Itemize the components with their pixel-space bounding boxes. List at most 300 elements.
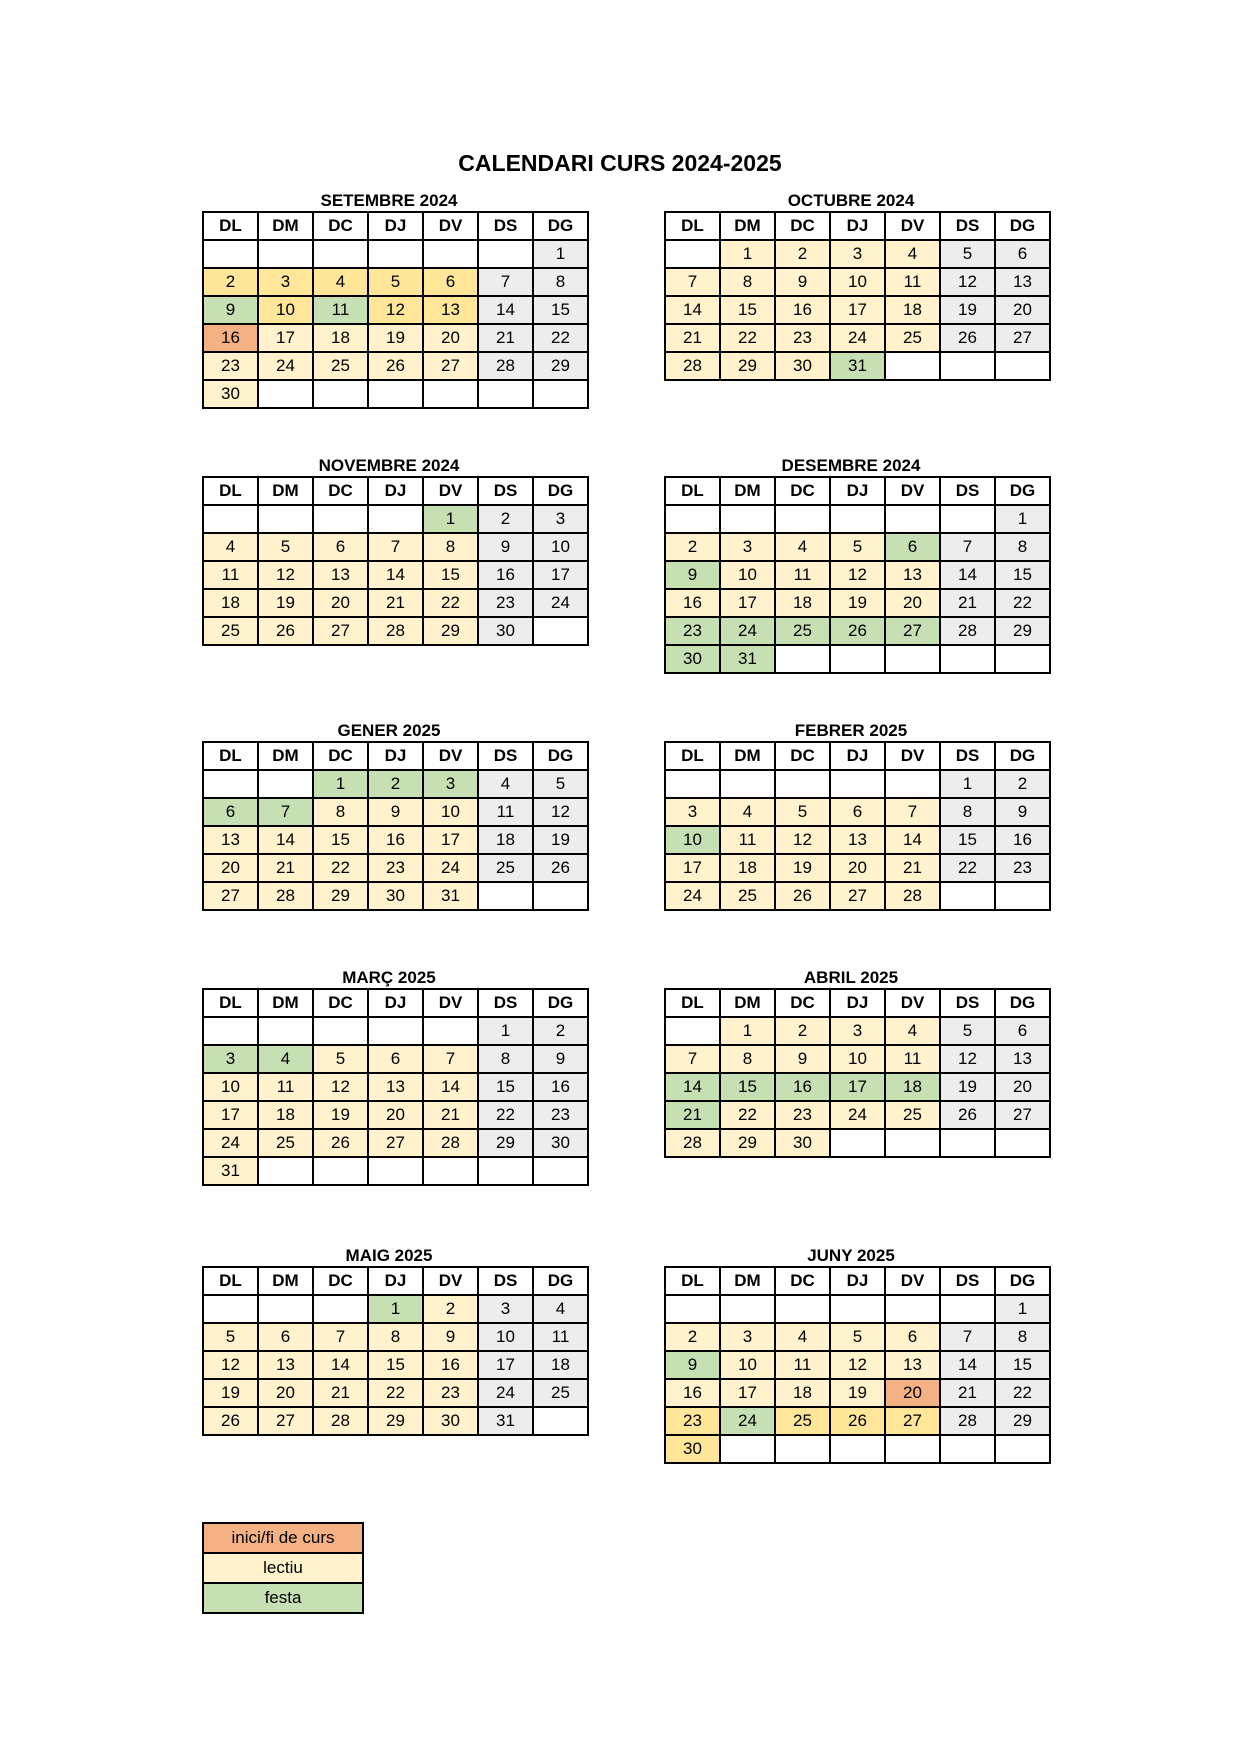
day-cell: 24 — [203, 1129, 258, 1157]
day-cell: 4 — [885, 1017, 940, 1045]
empty-cell — [258, 1017, 313, 1045]
day-cell: 14 — [940, 561, 995, 589]
weekday-header: DV — [885, 989, 940, 1017]
day-cell: 15 — [940, 826, 995, 854]
day-cell: 11 — [885, 1045, 940, 1073]
week-row — [665, 798, 1050, 826]
day-cell: 9 — [423, 1323, 478, 1351]
empty-cell — [885, 1295, 940, 1323]
month-title: FEBRER 2025 — [794, 721, 908, 740]
day-cell: 5 — [258, 533, 313, 561]
day-cell: 5 — [830, 533, 885, 561]
day-cell: 22 — [533, 324, 588, 352]
day-cell: 5 — [368, 268, 423, 296]
day-cell: 23 — [423, 1379, 478, 1407]
empty-cell — [940, 352, 995, 380]
empty-cell — [665, 770, 720, 798]
day-cell: 29 — [720, 352, 775, 380]
legend-row-holiday — [203, 1583, 363, 1613]
weekday-header: DJ — [368, 477, 423, 505]
empty-cell — [368, 380, 423, 408]
day-cell: 12 — [313, 1073, 368, 1101]
day-cell: 30 — [533, 1129, 588, 1157]
day-cell: 2 — [478, 505, 533, 533]
day-cell: 18 — [258, 1101, 313, 1129]
month-table — [664, 741, 1051, 911]
week-row — [203, 1157, 588, 1185]
week-row — [665, 1073, 1050, 1101]
day-cell: 2 — [533, 1017, 588, 1045]
day-cell: 13 — [258, 1351, 313, 1379]
week-row — [665, 1435, 1050, 1463]
day-cell: 27 — [258, 1407, 313, 1435]
day-cell: 9 — [775, 1045, 830, 1073]
day-cell: 29 — [995, 617, 1050, 645]
empty-cell — [368, 505, 423, 533]
weekday-header: DS — [940, 477, 995, 505]
weekday-header: DL — [203, 989, 258, 1017]
day-cell: 10 — [203, 1073, 258, 1101]
day-cell: 24 — [720, 617, 775, 645]
weekday-header-row — [665, 989, 1050, 1017]
day-cell: 17 — [423, 826, 478, 854]
empty-cell — [885, 505, 940, 533]
month-calendar — [202, 190, 576, 409]
day-cell: 23 — [368, 854, 423, 882]
day-cell: 31 — [830, 352, 885, 380]
weekday-header-row — [203, 989, 588, 1017]
weekday-header: DG — [995, 1267, 1050, 1295]
day-cell: 6 — [885, 1323, 940, 1351]
day-cell: 18 — [533, 1351, 588, 1379]
day-cell: 30 — [775, 1129, 830, 1157]
weekday-header: DJ — [830, 212, 885, 240]
day-cell: 13 — [423, 296, 478, 324]
weekday-header: DV — [423, 989, 478, 1017]
weekday-header: DM — [258, 477, 313, 505]
empty-cell — [203, 1017, 258, 1045]
empty-cell — [665, 505, 720, 533]
week-row — [203, 533, 588, 561]
weekday-header: DL — [665, 212, 720, 240]
day-cell: 20 — [203, 854, 258, 882]
week-row — [665, 1323, 1050, 1351]
month-title: ABRIL 2025 — [803, 968, 899, 987]
week-row — [665, 1379, 1050, 1407]
weekday-header-row — [203, 212, 588, 240]
day-cell: 3 — [203, 1045, 258, 1073]
month-title: NOVEMBRE 2024 — [318, 456, 460, 475]
day-cell: 24 — [830, 1101, 885, 1129]
day-cell: 27 — [368, 1129, 423, 1157]
day-cell: 23 — [775, 324, 830, 352]
day-cell: 10 — [258, 296, 313, 324]
weekday-header: DL — [665, 742, 720, 770]
day-cell: 3 — [533, 505, 588, 533]
day-cell: 7 — [665, 268, 720, 296]
day-cell: 1 — [720, 240, 775, 268]
day-cell: 28 — [423, 1129, 478, 1157]
day-cell: 9 — [533, 1045, 588, 1073]
day-cell: 7 — [478, 268, 533, 296]
day-cell: 25 — [885, 324, 940, 352]
weekday-header: DS — [478, 989, 533, 1017]
legend-row-teaching-day — [203, 1553, 363, 1583]
weekday-header: DG — [533, 742, 588, 770]
day-cell: 3 — [720, 1323, 775, 1351]
weekday-header: DG — [995, 212, 1050, 240]
month-table — [202, 988, 589, 1186]
day-cell: 9 — [368, 798, 423, 826]
week-row — [203, 1045, 588, 1073]
week-row — [665, 854, 1050, 882]
day-cell: 15 — [368, 1351, 423, 1379]
day-cell: 24 — [830, 324, 885, 352]
empty-cell — [313, 505, 368, 533]
day-cell: 17 — [720, 1379, 775, 1407]
empty-cell — [720, 1295, 775, 1323]
day-cell: 17 — [478, 1351, 533, 1379]
month-calendar — [202, 455, 576, 646]
week-row — [665, 1101, 1050, 1129]
day-cell: 21 — [423, 1101, 478, 1129]
empty-cell — [830, 505, 885, 533]
week-row — [665, 1045, 1050, 1073]
day-cell: 27 — [885, 617, 940, 645]
weekday-header: DC — [775, 212, 830, 240]
empty-cell — [368, 1157, 423, 1185]
day-cell: 16 — [203, 324, 258, 352]
day-cell: 23 — [665, 617, 720, 645]
day-cell: 26 — [775, 882, 830, 910]
weekday-header: DJ — [830, 477, 885, 505]
week-row — [665, 352, 1050, 380]
day-cell: 10 — [720, 561, 775, 589]
day-cell: 3 — [720, 533, 775, 561]
weekday-header: DS — [478, 212, 533, 240]
legend-swatch-course-start-end: inici/fi de curs — [203, 1523, 363, 1553]
empty-cell — [940, 645, 995, 673]
weekday-header-row — [665, 742, 1050, 770]
day-cell: 26 — [830, 1407, 885, 1435]
week-row — [203, 770, 588, 798]
day-cell: 4 — [258, 1045, 313, 1073]
weekday-header: DM — [258, 1267, 313, 1295]
week-row — [665, 1017, 1050, 1045]
week-row — [203, 1073, 588, 1101]
day-cell: 4 — [885, 240, 940, 268]
weekday-header: DJ — [830, 742, 885, 770]
day-cell: 11 — [775, 1351, 830, 1379]
weekday-header: DL — [665, 477, 720, 505]
legend-swatch-holiday: festa — [203, 1583, 363, 1613]
weekday-header: DV — [423, 212, 478, 240]
weekday-header: DS — [940, 989, 995, 1017]
weekday-header: DV — [885, 477, 940, 505]
day-cell: 23 — [775, 1101, 830, 1129]
day-cell: 20 — [885, 589, 940, 617]
week-row — [665, 770, 1050, 798]
empty-cell — [368, 1017, 423, 1045]
day-cell: 17 — [203, 1101, 258, 1129]
weekday-header: DL — [665, 989, 720, 1017]
day-cell: 26 — [313, 1129, 368, 1157]
empty-cell — [830, 1435, 885, 1463]
week-row — [203, 882, 588, 910]
day-cell: 21 — [665, 1101, 720, 1129]
week-row — [203, 561, 588, 589]
day-cell: 16 — [478, 561, 533, 589]
empty-cell — [720, 1435, 775, 1463]
empty-cell — [830, 1295, 885, 1323]
day-cell: 13 — [885, 561, 940, 589]
week-row — [665, 826, 1050, 854]
day-cell: 25 — [258, 1129, 313, 1157]
month-calendar — [664, 967, 1038, 1158]
empty-cell — [775, 770, 830, 798]
day-cell: 20 — [995, 296, 1050, 324]
day-cell: 18 — [720, 854, 775, 882]
day-cell: 19 — [940, 1073, 995, 1101]
week-row — [203, 505, 588, 533]
weekday-header: DG — [533, 1267, 588, 1295]
weekday-header: DL — [203, 1267, 258, 1295]
month-title: MARÇ 2025 — [342, 968, 436, 987]
day-cell: 9 — [775, 268, 830, 296]
day-cell: 8 — [423, 533, 478, 561]
weekday-header-row — [665, 212, 1050, 240]
day-cell: 29 — [533, 352, 588, 380]
day-cell: 8 — [720, 268, 775, 296]
weekday-header: DJ — [830, 1267, 885, 1295]
day-cell: 7 — [313, 1323, 368, 1351]
empty-cell — [313, 1157, 368, 1185]
day-cell: 3 — [665, 798, 720, 826]
empty-cell — [885, 1129, 940, 1157]
weekday-header: DS — [940, 742, 995, 770]
empty-cell — [313, 1017, 368, 1045]
weekday-header: DM — [720, 989, 775, 1017]
month-calendar — [664, 720, 1038, 911]
day-cell: 24 — [478, 1379, 533, 1407]
weekday-header: DC — [775, 742, 830, 770]
weekday-header: DM — [720, 212, 775, 240]
day-cell: 17 — [533, 561, 588, 589]
day-cell: 18 — [885, 1073, 940, 1101]
day-cell: 7 — [423, 1045, 478, 1073]
day-cell: 31 — [203, 1157, 258, 1185]
day-cell: 15 — [995, 561, 1050, 589]
day-cell: 24 — [423, 854, 478, 882]
day-cell: 1 — [478, 1017, 533, 1045]
day-cell: 30 — [665, 645, 720, 673]
weekday-header: DG — [533, 477, 588, 505]
day-cell: 14 — [478, 296, 533, 324]
day-cell: 30 — [478, 617, 533, 645]
day-cell: 10 — [830, 1045, 885, 1073]
day-cell: 4 — [775, 533, 830, 561]
day-cell: 25 — [885, 1101, 940, 1129]
day-cell: 21 — [940, 1379, 995, 1407]
day-cell: 22 — [995, 1379, 1050, 1407]
day-cell: 22 — [940, 854, 995, 882]
day-cell: 28 — [313, 1407, 368, 1435]
week-row — [665, 645, 1050, 673]
day-cell: 19 — [533, 826, 588, 854]
week-row — [665, 561, 1050, 589]
weekday-header-row — [203, 742, 588, 770]
month-title: SETEMBRE 2024 — [320, 191, 458, 210]
day-cell: 2 — [995, 770, 1050, 798]
weekday-header: DG — [995, 989, 1050, 1017]
day-cell: 20 — [995, 1073, 1050, 1101]
day-cell: 5 — [313, 1045, 368, 1073]
day-cell: 19 — [313, 1101, 368, 1129]
week-row — [665, 1407, 1050, 1435]
day-cell: 1 — [940, 770, 995, 798]
day-cell: 7 — [940, 533, 995, 561]
day-cell: 19 — [258, 589, 313, 617]
day-cell: 16 — [533, 1073, 588, 1101]
day-cell: 13 — [885, 1351, 940, 1379]
day-cell: 1 — [995, 505, 1050, 533]
empty-cell — [533, 617, 588, 645]
weekday-header: DV — [423, 742, 478, 770]
day-cell: 28 — [665, 352, 720, 380]
day-cell: 21 — [665, 324, 720, 352]
day-cell: 15 — [423, 561, 478, 589]
day-cell: 12 — [203, 1351, 258, 1379]
weekday-header: DM — [720, 1267, 775, 1295]
day-cell: 3 — [830, 240, 885, 268]
day-cell: 15 — [720, 296, 775, 324]
day-cell: 10 — [423, 798, 478, 826]
day-cell: 13 — [313, 561, 368, 589]
empty-cell — [203, 505, 258, 533]
day-cell: 9 — [995, 798, 1050, 826]
day-cell: 4 — [478, 770, 533, 798]
empty-cell — [533, 380, 588, 408]
day-cell: 16 — [665, 1379, 720, 1407]
day-cell: 11 — [258, 1073, 313, 1101]
empty-cell — [478, 882, 533, 910]
day-cell: 12 — [940, 1045, 995, 1073]
day-cell: 25 — [775, 1407, 830, 1435]
week-row — [203, 854, 588, 882]
day-cell: 8 — [720, 1045, 775, 1073]
day-cell: 13 — [368, 1073, 423, 1101]
day-cell: 16 — [775, 296, 830, 324]
day-cell: 24 — [258, 352, 313, 380]
legend-swatch-teaching-day: lectiu — [203, 1553, 363, 1583]
day-cell: 1 — [313, 770, 368, 798]
day-cell: 16 — [368, 826, 423, 854]
empty-cell — [533, 882, 588, 910]
day-cell: 14 — [665, 296, 720, 324]
weekday-header: DG — [995, 742, 1050, 770]
week-row — [665, 1295, 1050, 1323]
day-cell: 8 — [995, 1323, 1050, 1351]
day-cell: 12 — [940, 268, 995, 296]
week-row — [665, 617, 1050, 645]
empty-cell — [830, 645, 885, 673]
day-cell: 5 — [775, 798, 830, 826]
day-cell: 2 — [665, 1323, 720, 1351]
day-cell: 10 — [720, 1351, 775, 1379]
month-title: JUNY 2025 — [807, 1246, 895, 1265]
month-table — [202, 476, 589, 646]
day-cell: 8 — [940, 798, 995, 826]
week-row — [203, 798, 588, 826]
day-cell: 3 — [423, 770, 478, 798]
week-row — [203, 268, 588, 296]
day-cell: 19 — [940, 296, 995, 324]
day-cell: 8 — [533, 268, 588, 296]
day-cell: 13 — [995, 1045, 1050, 1073]
weekday-header: DG — [995, 477, 1050, 505]
weekday-header: DV — [423, 1267, 478, 1295]
day-cell: 5 — [940, 240, 995, 268]
weekday-header: DM — [720, 477, 775, 505]
week-row — [665, 296, 1050, 324]
day-cell: 11 — [775, 561, 830, 589]
empty-cell — [995, 645, 1050, 673]
empty-cell — [940, 1129, 995, 1157]
day-cell: 23 — [533, 1101, 588, 1129]
weekday-header: DS — [478, 1267, 533, 1295]
day-cell: 11 — [203, 561, 258, 589]
empty-cell — [533, 1157, 588, 1185]
day-cell: 17 — [665, 854, 720, 882]
day-cell: 2 — [775, 1017, 830, 1045]
empty-cell — [885, 770, 940, 798]
day-cell: 6 — [995, 240, 1050, 268]
day-cell: 25 — [313, 352, 368, 380]
weekday-header: DL — [203, 477, 258, 505]
weekday-header: DS — [940, 1267, 995, 1295]
empty-cell — [995, 352, 1050, 380]
month-table — [202, 211, 589, 409]
empty-cell — [940, 505, 995, 533]
day-cell: 28 — [665, 1129, 720, 1157]
day-cell: 22 — [720, 1101, 775, 1129]
day-cell: 27 — [423, 352, 478, 380]
weekday-header: DM — [258, 989, 313, 1017]
day-cell: 8 — [368, 1323, 423, 1351]
empty-cell — [423, 240, 478, 268]
empty-cell — [203, 770, 258, 798]
day-cell: 9 — [203, 296, 258, 324]
empty-cell — [720, 505, 775, 533]
weekday-header: DC — [313, 212, 368, 240]
empty-cell — [258, 1295, 313, 1323]
day-cell: 8 — [995, 533, 1050, 561]
day-cell: 9 — [478, 533, 533, 561]
empty-cell — [830, 1129, 885, 1157]
day-cell: 28 — [368, 617, 423, 645]
day-cell: 29 — [478, 1129, 533, 1157]
empty-cell — [258, 770, 313, 798]
empty-cell — [478, 240, 533, 268]
week-row — [203, 1129, 588, 1157]
weekday-header: DM — [258, 212, 313, 240]
empty-cell — [665, 240, 720, 268]
weekday-header-row — [665, 1267, 1050, 1295]
day-cell: 8 — [313, 798, 368, 826]
day-cell: 15 — [313, 826, 368, 854]
empty-cell — [995, 1435, 1050, 1463]
day-cell: 6 — [423, 268, 478, 296]
